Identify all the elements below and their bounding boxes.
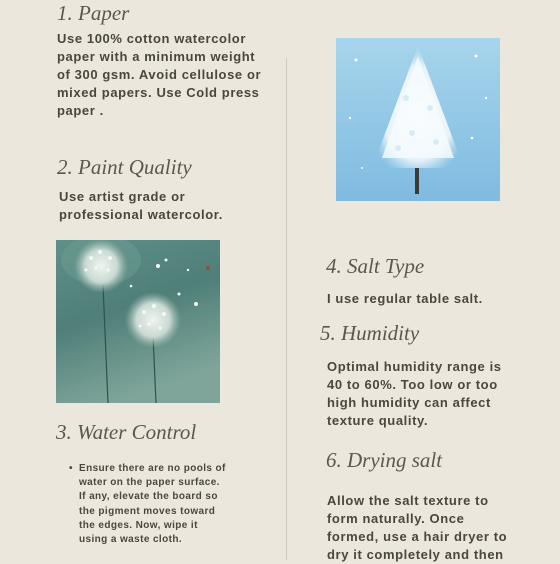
column-divider xyxy=(286,58,287,560)
humidity-description: Optimal humidity range is 40 to 60%. Too low or too high humidity can affect texture quality. xyxy=(327,359,502,428)
salt-tree-painting xyxy=(336,38,500,201)
paint-quality-description: Use artist grade or professional watercolor. xyxy=(59,189,223,222)
salt-type-description: I use regular table salt. xyxy=(327,291,483,306)
heading-drying-salt: 6. Drying salt xyxy=(326,448,443,472)
salt-flowers-painting xyxy=(56,240,220,403)
water-control-list xyxy=(69,462,229,547)
drying-salt-description: Allow the salt texture to form naturally. Once formed, use a hair dryer to dry it completely and then xyxy=(327,493,508,562)
heading-water-control: 3. Water Control xyxy=(56,420,197,444)
heading-humidity: 5. Humidity xyxy=(320,321,420,345)
paper-description: Use 100% cotton watercolor paper with a minimum weight of 300 gsm. Avoid cellulose or mixed papers. Use Cold press paper . xyxy=(57,31,262,118)
heading-paint-quality: 2. Paint Quality xyxy=(57,155,192,179)
list-item: • Ensure there are no pools of water on the paper surface. If any, elevate the board so the pigment moves toward the edges. Now, wipe it using a waste cloth. xyxy=(69,462,229,547)
heading-salt-type: 4. Salt Type xyxy=(326,254,425,278)
heading-paper: 1. Paper xyxy=(57,1,130,25)
